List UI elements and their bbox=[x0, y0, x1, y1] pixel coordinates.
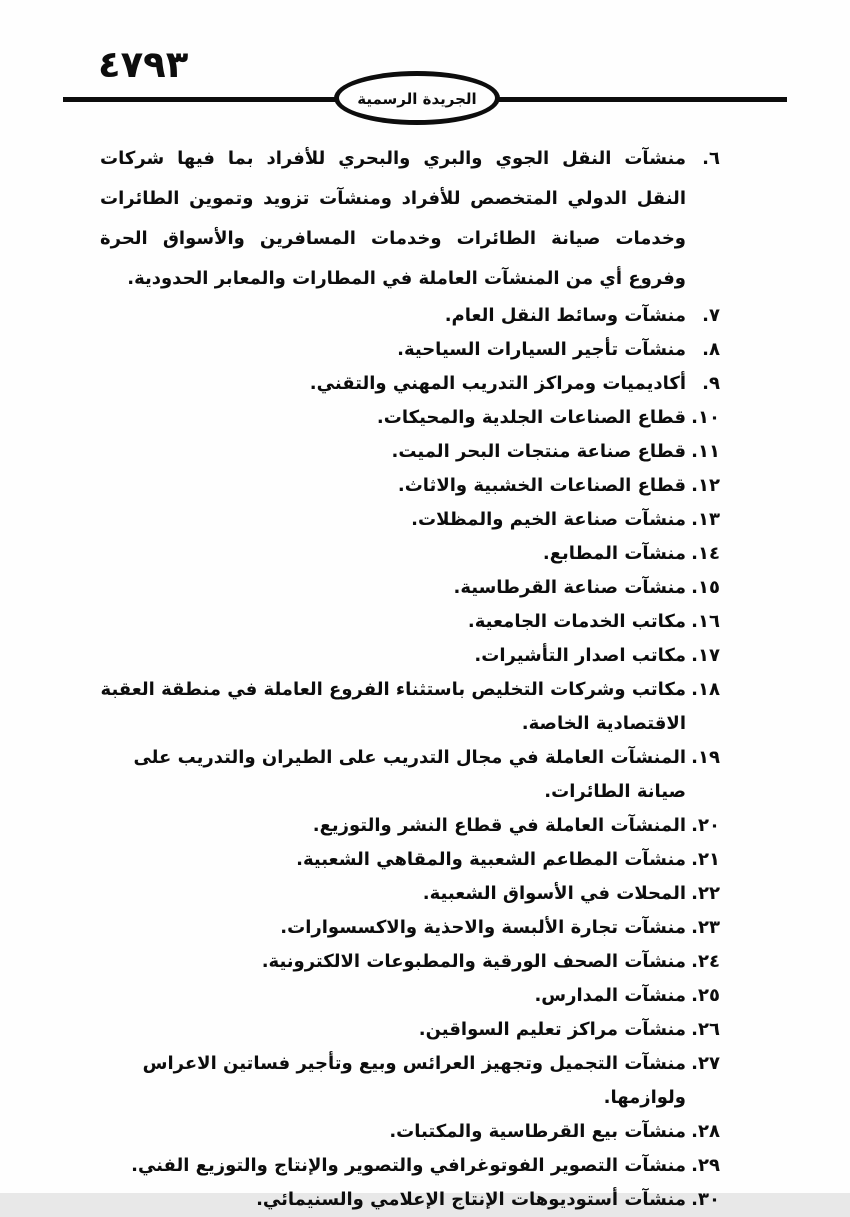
item-number: ٢٥. bbox=[691, 985, 720, 1006]
list-item bbox=[100, 537, 720, 571]
item-text: منشآت مراكز تعليم السواقين. bbox=[418, 1019, 686, 1040]
item-text: منشآت صناعة الخيم والمظلات. bbox=[411, 509, 686, 530]
item-text: منشآت المدارس. bbox=[534, 985, 686, 1006]
list-item bbox=[100, 1115, 720, 1149]
item-number: ٢٧. bbox=[691, 1053, 720, 1074]
item-text: مكاتب اصدار التأشيرات. bbox=[474, 645, 686, 666]
item-number: ٢٢. bbox=[691, 883, 720, 904]
item-text: منشآت تجارة الألبسة والاحذية والاكسسوارات. bbox=[280, 917, 686, 938]
item-number: ٣٠. bbox=[691, 1189, 720, 1210]
list-item bbox=[100, 139, 720, 299]
item-text: منشآت بيع القرطاسية والمكتبات. bbox=[389, 1121, 686, 1142]
list-item bbox=[100, 843, 720, 877]
list-item bbox=[100, 1183, 720, 1217]
item-number: ٦. bbox=[702, 148, 720, 169]
item-text: منشآت المطابع. bbox=[542, 543, 686, 564]
item-number: ٢٠. bbox=[691, 815, 720, 836]
list-item bbox=[100, 979, 720, 1013]
list-item bbox=[100, 639, 720, 673]
list-item bbox=[100, 1149, 720, 1183]
list-item bbox=[100, 571, 720, 605]
sector-list bbox=[100, 139, 720, 1217]
list-item bbox=[100, 401, 720, 435]
item-number: ٢١. bbox=[691, 849, 720, 870]
item-text: قطاع الصناعات الخشبية والاثاث. bbox=[397, 475, 686, 496]
list-item bbox=[100, 673, 720, 741]
list-item bbox=[100, 367, 720, 401]
item-text: مكاتب وشركات التخليص باستثناء الفروع العاملة في منطقة العقبة الاقتصادية الخاصة. bbox=[100, 679, 686, 734]
list-item bbox=[100, 435, 720, 469]
list-item bbox=[100, 299, 720, 333]
item-text: منشآت النقل الجوي والبري والبحري للأفراد بما فيها شركات النقل الدولي المتخصص للأفراد ومنشآت تزويد وتموين الطائرات وخدمات صيانة الطائرات وخدمات المسافرين والأسواق الحرة وفروع أي من المنشآت العاملة في المطارات والمعابر الحدودية. bbox=[100, 148, 686, 289]
item-text: منشآت التصوير الفوتوغرافي والتصوير والإنتاج والتوزيع الفني. bbox=[131, 1155, 686, 1176]
item-number: ١٥. bbox=[691, 577, 720, 598]
item-text: منشآت المطاعم الشعبية والمقاهي الشعبية. bbox=[296, 849, 686, 870]
list-item bbox=[100, 503, 720, 537]
item-text: منشآت الصحف الورقية والمطبوعات الالكترونية. bbox=[261, 951, 686, 972]
masthead-badge bbox=[334, 71, 500, 125]
item-text: المحلات في الأسواق الشعبية. bbox=[422, 883, 686, 904]
item-number: ١٣. bbox=[691, 509, 720, 530]
item-number: ٢٩. bbox=[691, 1155, 720, 1176]
item-text: منشآت أستوديوهات الإنتاج الإعلامي والسنيمائي. bbox=[256, 1189, 686, 1210]
item-text: المنشآت العاملة في مجال التدريب على الطيران والتدريب على صيانة الطائرات. bbox=[133, 747, 686, 802]
item-text: قطاع الصناعات الجلدية والمحيكات. bbox=[376, 407, 686, 428]
item-number: ١٦. bbox=[691, 611, 720, 632]
item-text: منشآت التجميل وتجهيز العرائس وبيع وتأجير فساتين الاعراس ولوازمها. bbox=[142, 1053, 686, 1108]
list-item bbox=[100, 877, 720, 911]
list-item bbox=[100, 911, 720, 945]
item-text: منشآت وسائط النقل العام. bbox=[444, 305, 686, 326]
list-item bbox=[100, 1047, 720, 1115]
item-number: ١٨. bbox=[691, 679, 720, 700]
item-number: ٢٨. bbox=[691, 1121, 720, 1142]
item-number: ١٩. bbox=[691, 747, 720, 768]
item-number: ٨. bbox=[702, 339, 720, 360]
item-number: ١٤. bbox=[691, 543, 720, 564]
item-text: منشآت صناعة القرطاسية. bbox=[453, 577, 686, 598]
item-number: ٩. bbox=[702, 373, 720, 394]
item-text: المنشآت العاملة في قطاع النشر والتوزيع. bbox=[312, 815, 686, 836]
page-number: ٤٧٩٣ bbox=[98, 43, 189, 86]
item-number: ١٠. bbox=[691, 407, 720, 428]
item-text: أكاديميات ومراكز التدريب المهني والتقني. bbox=[309, 373, 686, 394]
list-item bbox=[100, 741, 720, 809]
item-text: قطاع صناعة منتجات البحر الميت. bbox=[391, 441, 686, 462]
list-item bbox=[100, 945, 720, 979]
list-item bbox=[100, 1013, 720, 1047]
item-text: مكاتب الخدمات الجامعية. bbox=[467, 611, 686, 632]
item-number: ١٢. bbox=[691, 475, 720, 496]
list-item bbox=[100, 809, 720, 843]
list-item bbox=[100, 469, 720, 503]
item-number: ١٧. bbox=[691, 645, 720, 666]
item-number: ٢٦. bbox=[691, 1019, 720, 1040]
item-number: ٢٤. bbox=[691, 951, 720, 972]
item-text: منشآت تأجير السيارات السياحية. bbox=[397, 339, 686, 360]
list-item bbox=[100, 605, 720, 639]
item-number: ٧. bbox=[702, 305, 720, 326]
item-number: ١١. bbox=[691, 441, 720, 462]
masthead-title: الجريدة الرسمية bbox=[357, 90, 477, 108]
list-item bbox=[100, 333, 720, 367]
item-number: ٢٣. bbox=[691, 917, 720, 938]
